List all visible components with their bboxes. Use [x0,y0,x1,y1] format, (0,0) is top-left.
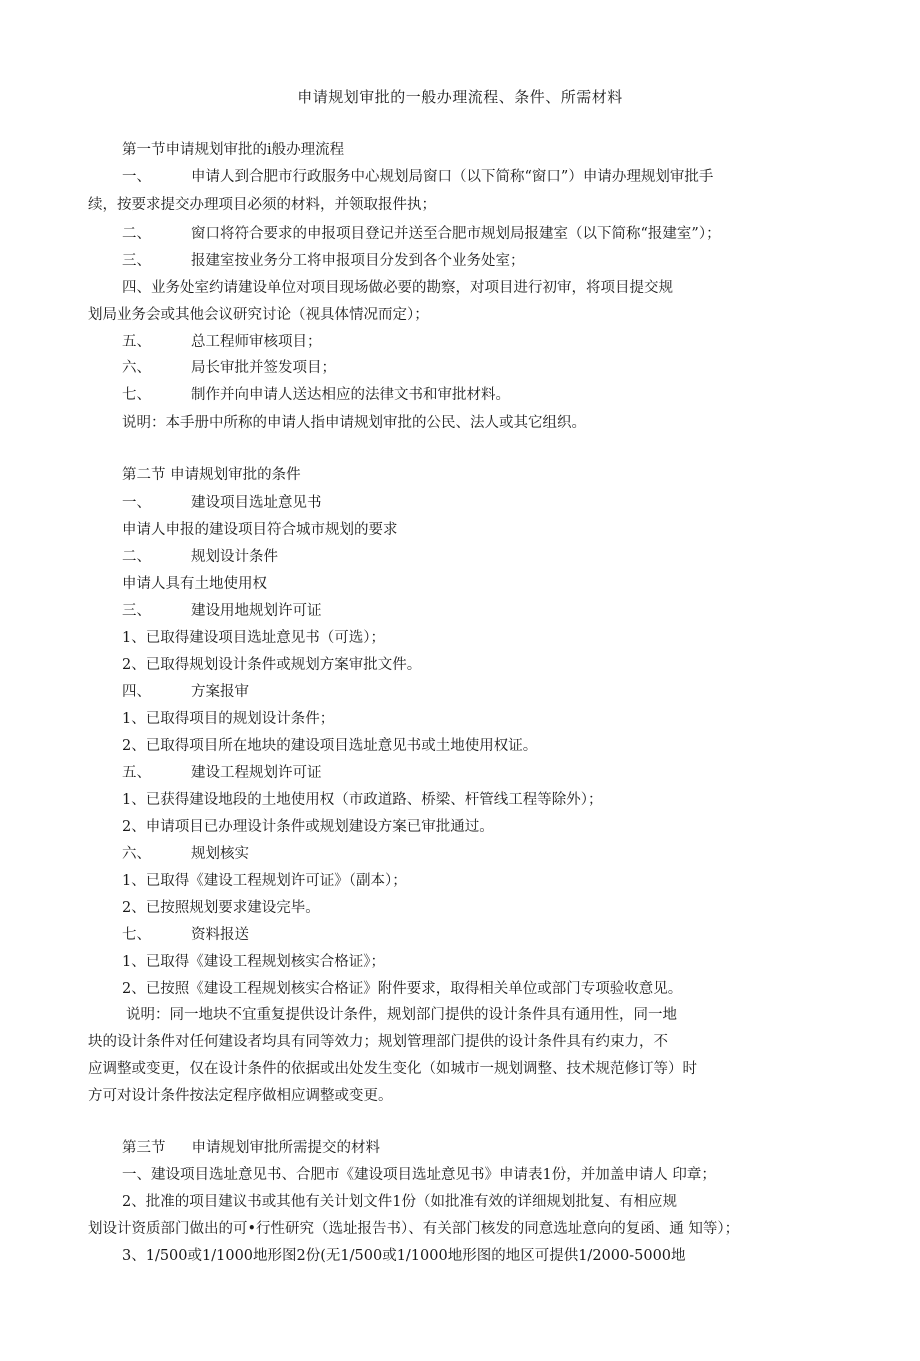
condition-4-item-2: 2、已取得项目所在地块的建设项目选址意见书或土地使用权证。 [122,738,538,754]
condition-title: 建设项目选址意见书 [191,495,322,511]
condition-number: 六、 [122,846,151,862]
condition-heading-3 [122,601,322,621]
section1-heading: 第一节申请规划审批的i般办理流程 [122,142,345,158]
process-step-7 [122,385,510,405]
section2-note-line2: 块的设计条件对任何建设者均具有同等效力；规划管理部门提供的设计条件具有约束力，不 [88,1034,668,1050]
condition-number: 二、 [122,549,151,565]
step-number: 七、 [122,387,151,403]
step-number: 五、 [122,334,151,350]
document-title: 申请规划审批的一般办理流程、条件、所需材料 [297,88,623,106]
condition-6-item-2: 2、已按照规划要求建设完毕。 [122,900,320,916]
condition-6-item-1: 1、已取得《建设工程规划许可证》（副本）； [122,873,407,889]
condition-title: 方案报审 [191,684,249,700]
condition-3-item-2: 2、已取得规划设计条件或规划方案审批文件。 [122,657,422,673]
step-number: 一、 [122,169,151,185]
condition-title: 资料报送 [191,927,249,943]
step-number: 六、 [122,360,151,376]
condition-heading-1 [122,493,322,513]
process-step-4-cont: 划局业务会或其他会议研究讨论（视具体情况而定）； [88,307,429,323]
condition-title: 建设用地规划许可证 [191,603,322,619]
section3-heading [122,1138,380,1158]
condition-number: 一、 [122,495,151,511]
step-text: 报建室按业务分工将申报项目分发到各个业务处室； [191,253,525,269]
condition-4-item-1: 1、已取得项目的规划设计条件； [122,711,335,727]
condition-5-item-1: 1、已获得建设地段的土地使用权（市政道路、桥梁、杆管线工程等除外）； [122,792,603,808]
section2-note-line1: 说明：同一地块不宜重复提供设计条件，规划部门提供的设计条件具有通用性，同一地 [126,1007,677,1023]
condition-number: 七、 [122,927,151,943]
section2-heading: 第二节 申请规划审批的条件 [122,467,301,483]
condition-1-item: 申请人申报的建设项目符合城市规划的要求 [122,522,398,538]
material-item-3: 3、1/500或1/1000地形图2份(无1/500或1/1000地形图的地区可提供1/2000-5000地 [122,1248,686,1264]
material-item-2: 2、批准的项目建议书或其他有关计划文件1份（如批准有效的详细规划批复、有相应规 [122,1194,677,1210]
condition-title: 规划设计条件 [191,549,278,565]
condition-heading-6 [122,844,249,864]
condition-heading-4 [122,682,249,702]
condition-3-item-1: 1、已取得建设项目选址意见书（可选）； [122,630,385,646]
process-step-4: 四、业务处室约请建设单位对项目现场做必要的勘察，对项目进行初审，将项目提交规 [122,280,673,296]
condition-number: 三、 [122,603,151,619]
condition-title: 规划核实 [191,846,249,862]
condition-title: 建设工程规划许可证 [191,765,322,781]
condition-heading-7 [122,925,249,945]
condition-7-item-2: 2、已按照《建设工程规划核实合格证》附件要求，取得相关单位或部门专项验收意见。 [122,981,683,997]
process-step-1 [122,167,713,187]
process-step-5 [122,332,322,352]
condition-heading-5 [122,763,322,783]
condition-5-item-2: 2、申请项目已办理设计条件或规划建设方案已审批通过。 [122,819,494,835]
process-step-6 [122,358,336,378]
section1-note: 说明：本手册中所称的申请人指申请规划审批的公民、法人或其它组织。 [122,415,586,431]
section2-note-line3: 应调整或变更，仅在设计条件的依据或出处发生变化（如城市一规划调整、技术规范修订等）时 [88,1061,697,1077]
step-number: 三、 [122,253,151,269]
material-item-2-cont: 划设计资质部门做出的可•行性研究（选址报告书）、有关部门核发的同意选址意向的复函、通 知等）； [88,1221,740,1237]
step-text: 制作并向申请人送达相应的法律文书和审批材料。 [191,387,510,403]
condition-number: 五、 [122,765,151,781]
step-text: 窗口将符合要求的申报项目登记并送至合肥市规划局报建室（以下简称“报建室”）； [191,226,721,242]
material-item-1: 一、建设项目选址意见书、合肥市《建设项目选址意见书》申请表1份，并加盖申请人 印章； [122,1167,716,1183]
section-title: 申请规划审批所需提交的材料 [191,1140,380,1156]
process-step-3 [122,251,525,271]
condition-number: 四、 [122,684,151,700]
section2-note-line4: 方可对设计条件按法定程序做相应调整或变更。 [88,1088,393,1104]
step-number: 二、 [122,226,151,242]
process-step-1-cont: 续，按要求提交办理项目必须的材料，并领取报件执； [88,197,436,213]
condition-7-item-1: 1、已取得《建设工程规划核实合格证》； [122,954,385,970]
step-text: 总工程师审核项目； [191,334,322,350]
process-step-2 [122,224,721,244]
condition-2-item: 申请人具有土地使用权 [122,576,267,592]
section-number: 第三节 [122,1140,166,1156]
condition-heading-2 [122,547,278,567]
step-text: 申请人到合肥市行政服务中心规划局窗口（以下简称“窗口”）申请办理规划审批手 [191,169,714,185]
step-text: 局长审批并签发项目； [191,360,336,376]
